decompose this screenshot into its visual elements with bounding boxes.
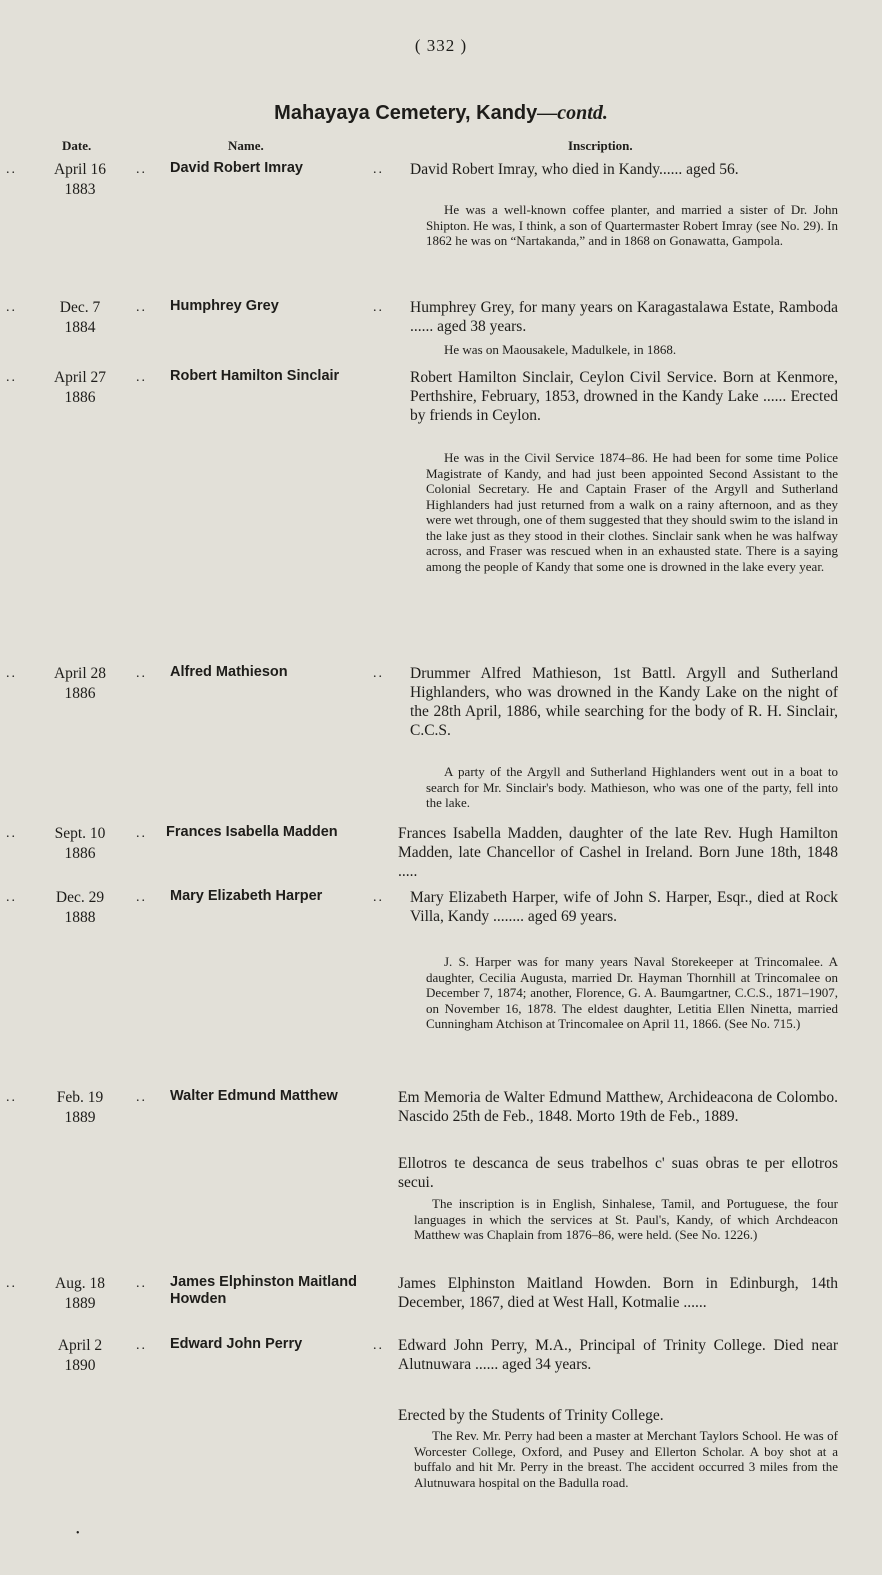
date-day: Dec. 29 xyxy=(55,889,105,906)
leader-dots: .. xyxy=(6,890,17,905)
entry-date xyxy=(36,888,124,928)
date-year: 1888 xyxy=(64,909,96,926)
entry-name: Robert Hamilton Sinclair xyxy=(170,368,340,384)
date-day: April 2 xyxy=(57,1337,103,1354)
page-title-suffix: —contd. xyxy=(537,102,608,124)
leader-dots: .. xyxy=(6,666,17,681)
entry-inscription: Em Memoria de Walter Edmund Matthew, Archideacona de Colombo. Nascido 25th de Feb., 1848. Morto 19th de Feb., 1889. xyxy=(398,1089,838,1125)
entry-inscription-2: Ellotros te descanca de seus trabelhos c' suas obras te per ellotros secui. xyxy=(398,1155,838,1191)
leader-dots: .. xyxy=(136,162,147,177)
leader-dots: .. xyxy=(6,300,17,315)
date-year: 1886 xyxy=(64,845,96,862)
date-day: Aug. 18 xyxy=(55,1275,105,1292)
column-header-inscription: Inscription. xyxy=(568,138,633,153)
leader-dots: .. xyxy=(136,1090,147,1105)
leader-dots: .. xyxy=(6,370,17,385)
leader-dots: .. xyxy=(136,666,147,681)
leader-dots: .. xyxy=(6,162,17,177)
entry-name: Mary Elizabeth Harper xyxy=(170,888,323,904)
leader-dots: .. xyxy=(373,666,384,681)
entry-note: The Rev. Mr. Perry had been a master at Merchant Taylors School. He was of Worcester College, Oxford, and Pusey and Ellerton Scholar. A boy shot at a buffalo and hit Mr. Perry in the breast. The accident occurred 3 miles from the Alutnuwara hospital on the Badulla road. xyxy=(414,1428,838,1490)
leader-dots: .. xyxy=(373,300,384,315)
leader-dots: .. xyxy=(136,370,147,385)
date-year: 1886 xyxy=(64,389,96,406)
date-day: Feb. 19 xyxy=(56,1089,104,1106)
page-mark: • xyxy=(76,1528,80,1539)
entry-note: A party of the Argyll and Sutherland Highlanders went out in a boat to search for Mr. Sinclair's body. Mathieson, who was one of the party, fell into the lake. xyxy=(426,764,838,810)
entry-inscription: Drummer Alfred Mathieson, 1st Battl. Argyll and Sutherland Highlanders, who was drowned in the Kandy Lake on the night of the 28th April, 1886, while searching for the body of R. H. Sinclair, C.C.S. xyxy=(410,665,838,739)
entry-inscription: Humphrey Grey, for many years on Karagastalawa Estate, Ramboda ...... aged 38 years. xyxy=(410,299,838,335)
entry-date xyxy=(36,1274,124,1314)
entry-note: J. S. Harper was for many years Naval Storekeeper at Trincomalee. A daughter, Cecilia Augusta, married Dr. Hayman Thornhill at Trincomalee on December 7, 1874; another, Florence, G. A. Baumgartner, C.C.S., 1871–1907, on November 16, 1878. The eldest daughter, Letitia Ellen Ninetta, married Cunningham Atchison at Trincomalee on April 11, 1866. (See No. 715.) xyxy=(426,954,838,1031)
leader-dots: .. xyxy=(373,890,384,905)
date-day: April 27 xyxy=(53,369,107,386)
entry-name: James Elphinston Maitland Howden xyxy=(170,1274,357,1307)
entry-name: Edward John Perry xyxy=(170,1336,303,1352)
entry-name: Frances Isabella Madden xyxy=(166,824,338,840)
date-day: April 16 xyxy=(53,161,107,178)
page-title-text: Mahayaya Cemetery, Kandy xyxy=(274,102,538,124)
entry-name: Walter Edmund Matthew xyxy=(170,1088,338,1104)
entry-note: He was in the Civil Service 1874–86. He had been for some time Police Magistrate of Kandy, and had just been appointed Second Assistant to the Colonial Secretary. He and Captain Fraser of the Argyll and Sutherland Highlanders had just returned from a walk on a rainy afternoon, and as they were wet through, one of them suggested that they should swim to the island in the lake just as they stood in their clothes. Sinclair sank when he was halfway across, and Fraser was rescued when in an exhausted state. There is a saying among the people of Kandy that some one is drowned in the lake every year. xyxy=(426,450,838,574)
date-day: Dec. 7 xyxy=(59,299,101,316)
date-day: April 28 xyxy=(53,665,107,682)
entry-note: The inscription is in English, Sinhalese, Tamil, and Portuguese, the four languages in which the services at St. Paul's, Kandy, of which Archdeacon Matthew was Chaplain from 1876–86, were held. (See No. 1226.) xyxy=(414,1196,838,1242)
column-header-name: Name. xyxy=(228,138,264,153)
entry-name: Alfred Mathieson xyxy=(170,664,288,680)
date-year: 1884 xyxy=(64,319,96,336)
entry-date xyxy=(36,298,124,338)
date-year: 1886 xyxy=(64,685,96,702)
entry-inscription-2: Erected by the Students of Trinity College. xyxy=(398,1407,664,1424)
entry-name: David Robert Imray xyxy=(170,160,303,176)
leader-dots: .. xyxy=(6,1090,17,1105)
entry-date xyxy=(36,824,124,864)
entry-inscription: Mary Elizabeth Harper, wife of John S. Harper, Esqr., died at Rock Villa, Kandy ........ aged 69 years. xyxy=(410,889,838,925)
leader-dots: .. xyxy=(136,1276,147,1291)
date-year: 1890 xyxy=(64,1357,96,1374)
entry-date xyxy=(36,1088,124,1128)
entry-date xyxy=(36,368,124,408)
entry-inscription: James Elphinston Maitland Howden. Born in Edinburgh, 14th December, 1867, died at West Hall, Kotmalie ...... xyxy=(398,1275,838,1311)
leader-dots: .. xyxy=(373,162,384,177)
entry-note: He was a well-known coffee planter, and married a sister of Dr. John Shipton. He was, I think, a son of Quartermaster Robert Imray (see No. 29). In 1862 he was on “Nartakanda,” and in 1868 on Gonawatta, Gampola. xyxy=(426,202,838,248)
page-title xyxy=(0,102,882,125)
leader-dots: .. xyxy=(6,826,17,841)
date-year: 1889 xyxy=(64,1109,96,1126)
date-day: Sept. 10 xyxy=(54,825,106,842)
leader-dots: .. xyxy=(136,826,147,841)
entry-date xyxy=(36,664,124,704)
entry-name: Humphrey Grey xyxy=(170,298,279,314)
leader-dots: .. xyxy=(136,890,147,905)
column-header-date: Date. xyxy=(62,138,92,153)
leader-dots: .. xyxy=(373,1338,384,1353)
leader-dots: .. xyxy=(6,1276,17,1291)
entry-inscription: Frances Isabella Madden, daughter of the late Rev. Hugh Hamilton Madden, late Chancellor of Cashel in Ireland. Born June 18th, 1848 ..... xyxy=(398,825,838,880)
date-year: 1883 xyxy=(64,181,96,198)
entry-inscription: David Robert Imray, who died in Kandy...... aged 56. xyxy=(410,161,739,178)
entry-inscription: Robert Hamilton Sinclair, Ceylon Civil Service. Born at Kenmore, Perthshire, February, 1853, drowned in the Kandy Lake ...... Erected by friends in Ceylon. xyxy=(410,369,838,424)
entry-inscription: Edward John Perry, M.A., Principal of Trinity College. Died near Alutnuwara ...... aged 34 years. xyxy=(398,1337,838,1373)
leader-dots: .. xyxy=(136,1338,147,1353)
entry-date xyxy=(36,160,124,200)
leader-dots: .. xyxy=(136,300,147,315)
entry-date xyxy=(36,1336,124,1376)
page-number: ( 332 ) xyxy=(414,36,468,55)
entry-note: He was on Maousakele, Madulkele, in 1868. xyxy=(444,342,677,357)
date-year: 1889 xyxy=(64,1295,96,1312)
